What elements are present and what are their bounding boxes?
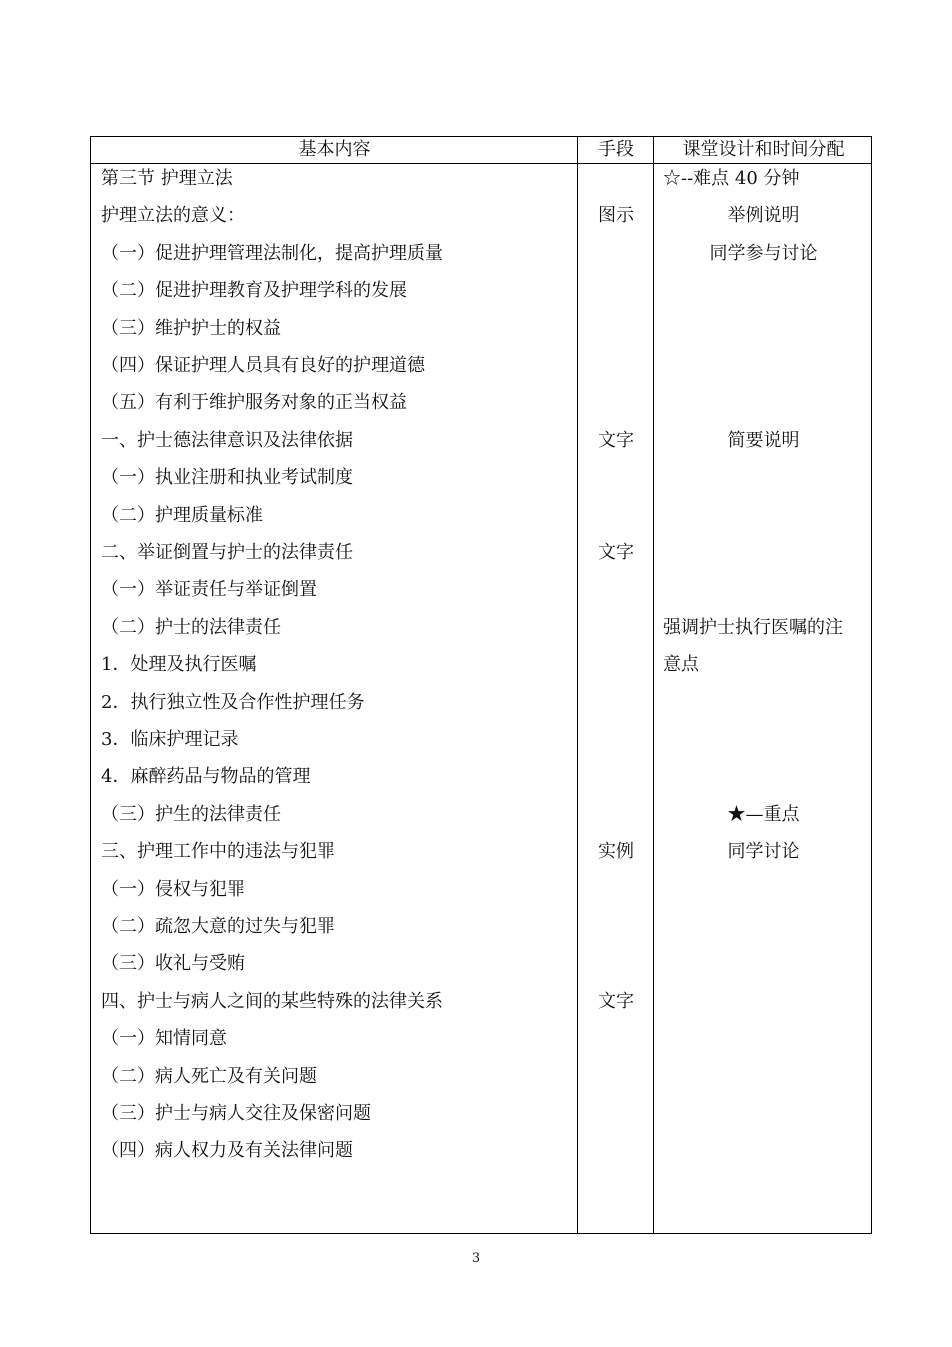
content-line: （二）疏忽大意的过失与犯罪: [101, 916, 335, 937]
content-line: 第三节 护理立法: [101, 168, 233, 189]
content-line: （四）病人权力及有关法律问题: [101, 1140, 353, 1162]
design-cell: 强调护士执行医嘱的注: [663, 616, 843, 638]
page-number: 3: [471, 1251, 481, 1266]
content-line: （三）护士与病人交往及保密问题: [101, 1103, 371, 1124]
design-cell: 同学讨论: [727, 841, 800, 863]
content-line: （三）护生的法律责任: [101, 803, 281, 825]
content-column: [91, 164, 578, 1233]
means-cell: 图示: [598, 205, 634, 227]
table-header-row: [91, 137, 871, 164]
design-cell: 同学参与讨论: [709, 242, 818, 264]
design-cell: ☆--难点 40 分钟: [663, 168, 800, 189]
design-cell: 简要说明: [727, 429, 800, 451]
content-line: （二）护士的法律责任: [101, 616, 281, 638]
content-line: 二、举证倒置与护士的法律责任: [101, 542, 353, 563]
content-line: （一）促进护理管理法制化，提高护理质量: [101, 242, 443, 264]
content-line: 四、护士与病人之间的某些特殊的法律关系: [101, 990, 443, 1012]
content-line: （二）促进护理教育及护理学科的发展: [101, 280, 407, 302]
content-line: 4．麻醉药品与物品的管理: [101, 766, 311, 788]
content-line: （三）维护护士的权益: [101, 317, 281, 339]
content-line: （一）举证责任与举证倒置: [101, 579, 317, 601]
means-column: [578, 164, 654, 1233]
content-line: （一）执业注册和执业考试制度: [101, 467, 353, 489]
content-line: （二）病人死亡及有关问题: [101, 1065, 317, 1087]
design-cell: 意点: [663, 654, 699, 676]
means-cell: 文字: [598, 429, 634, 451]
content-line: 3．临床护理记录: [101, 729, 239, 750]
content-line: 2．执行独立性及合作性护理任务: [101, 691, 365, 713]
design-cell: ★—重点: [727, 803, 800, 825]
content-line: 护理立法的意义：: [101, 205, 245, 227]
content-line: （三）收礼与受贿: [101, 953, 245, 975]
content-line: 1．处理及执行医嘱: [101, 654, 257, 676]
means-cell: 文字: [598, 990, 634, 1012]
content-line: 一、护士德法律意识及法律依据: [101, 429, 353, 451]
header-design: 课堂设计和时间分配: [682, 139, 845, 160]
header-content: 基本内容: [298, 139, 371, 160]
content-line: （一）侵权与犯罪: [101, 878, 245, 900]
content-line: （二）护理质量标准: [101, 504, 263, 526]
header-means: 手段: [598, 139, 634, 160]
content-line: （一）知情同意: [101, 1028, 227, 1050]
content-line: 三、护理工作中的违法与犯罪: [101, 841, 335, 863]
content-line: （四）保证护理人员具有良好的护理道德: [101, 355, 425, 376]
means-cell: 实例: [598, 841, 634, 863]
means-cell: 文字: [598, 542, 634, 563]
design-cell: 举例说明: [727, 205, 800, 227]
lesson-plan-table: [90, 136, 872, 1234]
design-column: [654, 164, 873, 1233]
content-line: （五）有利于维护服务对象的正当权益: [101, 392, 407, 414]
